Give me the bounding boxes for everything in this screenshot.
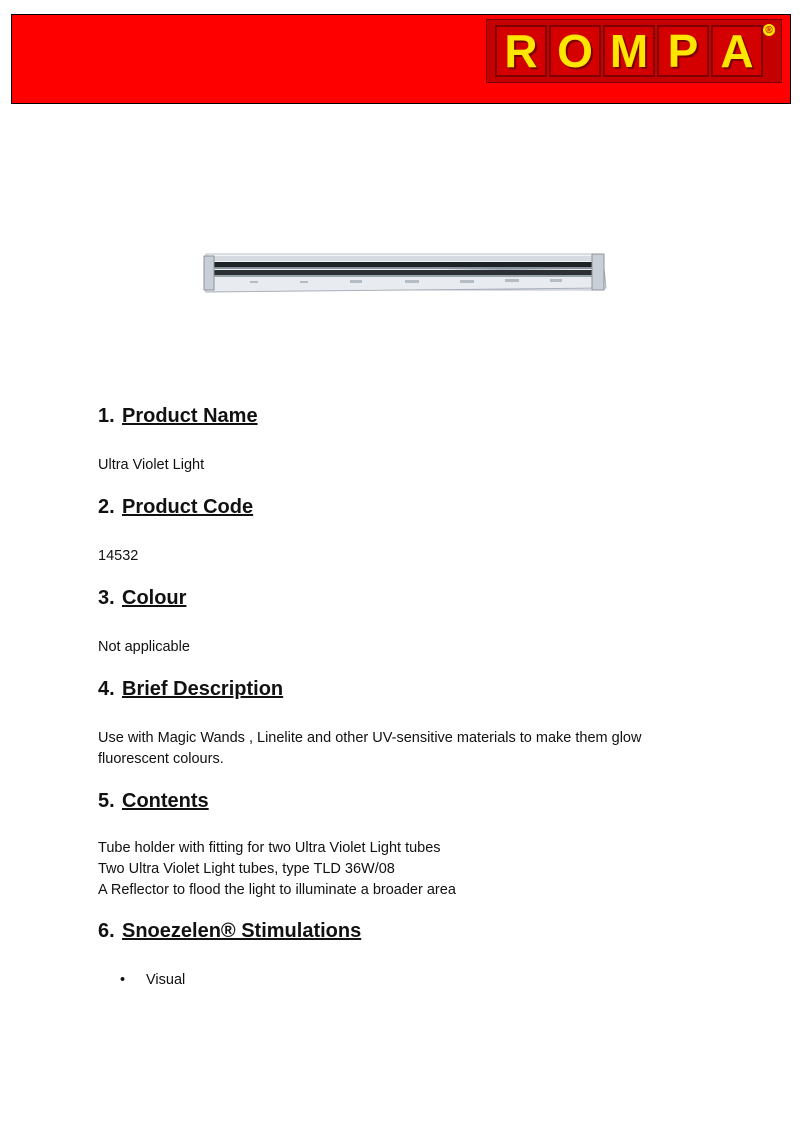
product-code-text: 14532	[98, 548, 139, 564]
stimulation-item: Visual	[146, 972, 186, 988]
section-number: 5.	[98, 790, 115, 812]
section-number: 1.	[98, 405, 115, 427]
product-name-text: Ultra Violet Light	[98, 457, 205, 473]
section-title: Colour	[122, 587, 187, 609]
section-title: Snoezelen® Stimulations	[122, 920, 362, 942]
section-brief-description	[98, 677, 738, 701]
section-snoezelen-stimulations	[98, 919, 738, 943]
colour-text: Not applicable	[98, 639, 190, 655]
section-title: Contents	[122, 790, 209, 812]
section-body	[98, 546, 738, 567]
logo-letter: A	[711, 25, 763, 77]
section-number: 3.	[98, 587, 115, 609]
section-number: 4.	[98, 678, 115, 700]
contents-line: Two Ultra Violet Light tubes, type TLD 36W/08	[98, 861, 395, 877]
section-body	[98, 728, 738, 770]
section-colour	[98, 586, 738, 610]
section-number: 6.	[98, 920, 115, 942]
section-product-code	[98, 495, 738, 519]
contents-line: A Reflector to flood the light to illuminate a broader area	[98, 882, 456, 898]
section-product-name	[98, 404, 738, 428]
section-title: Brief Description	[122, 678, 284, 700]
section-number: 2.	[98, 496, 115, 518]
description-line: Use with Magic Wands , Linelite and other UV-sensitive materials to make them glow	[98, 730, 642, 746]
section-body	[98, 637, 738, 658]
registered-mark: ®	[763, 24, 775, 36]
product-image	[200, 138, 608, 400]
list-item	[120, 970, 185, 991]
uv-light-tube-fixture-image	[200, 138, 608, 400]
logo-letter: P	[657, 25, 709, 77]
logo-letter: M	[603, 25, 655, 77]
section-title: Product Name	[122, 405, 258, 427]
section-body	[98, 838, 738, 901]
logo-letter: R	[495, 25, 547, 77]
bullet-icon: •	[120, 972, 126, 988]
logo-letter: O	[549, 25, 601, 77]
rompa-logo	[486, 19, 782, 83]
section-body	[98, 455, 738, 476]
section-title: Product Code	[122, 496, 254, 518]
description-line: fluorescent colours.	[98, 751, 224, 767]
section-contents	[98, 789, 738, 813]
contents-line: Tube holder with fitting for two Ultra Violet Light tubes	[98, 840, 441, 856]
